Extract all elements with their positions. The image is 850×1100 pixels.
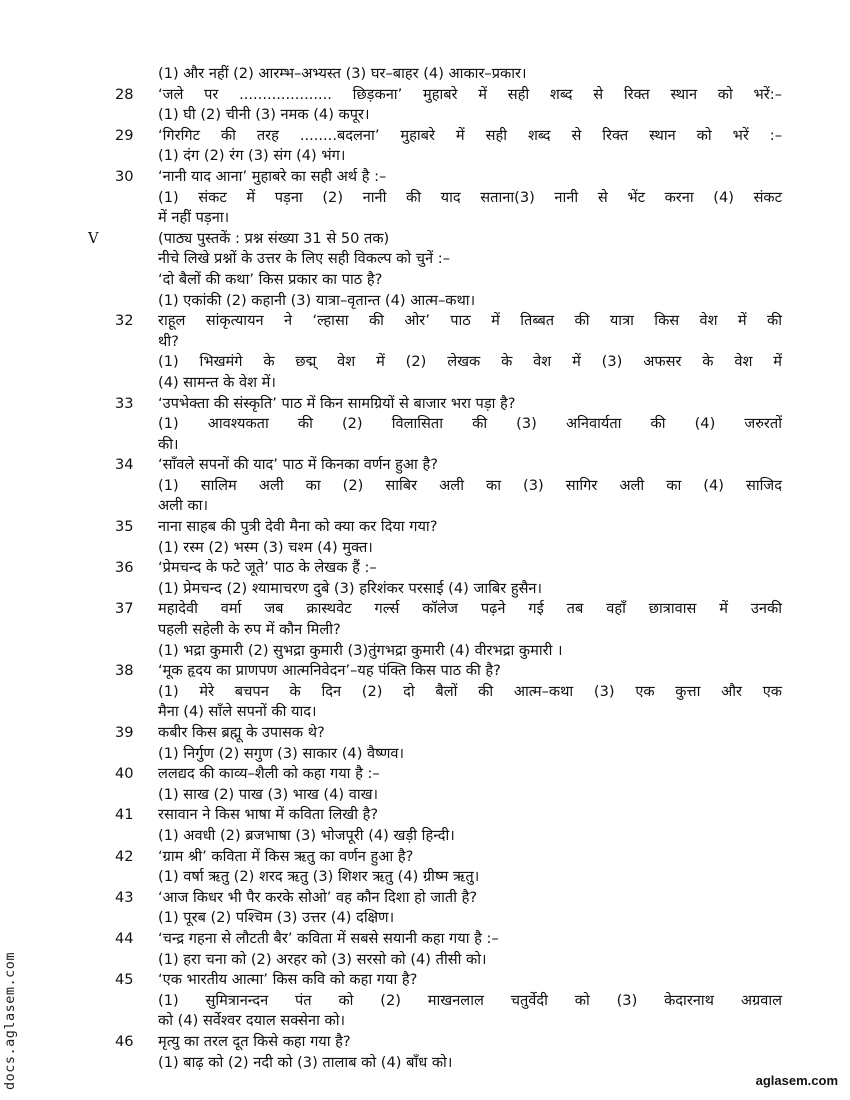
question-number: 38 — [115, 662, 134, 680]
line-text: ‘नानी याद आना’ मुहाबरे का सही अर्थ है :– — [158, 167, 387, 185]
question-number: 35 — [115, 518, 134, 536]
text-line — [0, 229, 850, 250]
text-line — [0, 579, 850, 600]
text-line — [0, 270, 850, 291]
question-number: 29 — [115, 126, 134, 144]
text-line — [0, 188, 850, 209]
text-line — [0, 476, 850, 497]
line-text: (1) रस्म (2) भस्म (3) चश्म (4) मुक्त। — [158, 538, 373, 556]
text-line — [0, 538, 850, 559]
line-text: मैना (4) साँले सपनों की याद। — [158, 703, 317, 721]
text-line — [0, 496, 850, 517]
text-line — [0, 847, 850, 868]
line-text: (1) एकांकी (2) कहानी (3) यात्रा–वृतान्त (4) आत्म–कथा। — [158, 291, 476, 309]
question-number: 39 — [115, 724, 134, 741]
text-line — [0, 455, 850, 476]
text-line — [0, 764, 850, 785]
line-text: (1) मेरे बचपन के दिन (2) दो बैलों की आत्म–कथा (3) एक कुत्ता और एक — [158, 682, 782, 700]
text-line — [0, 291, 850, 312]
line-text: (1) भद्रा कुमारी (2) सुभद्रा कुमारी (3)तुंगभद्रा कुमारी (4) वीरभद्रा कुमारी । — [158, 641, 563, 659]
question-number: 33 — [115, 394, 134, 412]
line-text: (1) अवधी (2) ब्रजभाषा (3) भोजपूरी (4) खड़ी हिन्दी। — [158, 826, 455, 844]
line-text: ‘एक भारतीय आत्मा’ किस कवि को कहा गया है? — [158, 971, 418, 989]
question-number: 46 — [115, 1032, 134, 1050]
line-text: (4) सामन्त के वेश में। — [158, 373, 276, 391]
question-number: 34 — [115, 456, 134, 474]
line-text: (1) सुमित्रानन्दन पंत को (2) माखनलाल चतुर्वेदी को (3) केदारनाथ अग्रवाल — [158, 991, 782, 1009]
text-line — [0, 888, 850, 909]
question-number: 36 — [115, 559, 134, 577]
text-line — [0, 1032, 850, 1053]
question-number: 41 — [115, 806, 134, 824]
text-line — [0, 723, 850, 744]
question-number: 45 — [115, 971, 134, 989]
line-text: (1) दंग (2) रंग (3) संग (4) भंग। — [158, 147, 346, 165]
text-line — [0, 1011, 850, 1032]
text-line — [0, 517, 850, 538]
text-line — [0, 146, 850, 167]
text-line — [0, 64, 850, 85]
watermark: docs.aglasem.com — [2, 951, 18, 1090]
question-number: 28 — [115, 85, 134, 103]
line-text: (1) हरा चना को (2) अरहर को (3) सरसो को (4) तीसी को। — [158, 950, 487, 968]
line-text: (1) साख (2) पाख (3) भाख (4) वाख। — [158, 785, 379, 803]
line-text: ‘उपभेक्ता की संस्कृति’ पाठ में किन सामग्रियों से बाजार भरा पड़ा है? — [158, 394, 516, 412]
text-line — [0, 249, 850, 270]
line-text: कबीर किस ब्रह्मू के उपासक थे? — [158, 724, 325, 741]
text-line — [0, 332, 850, 353]
text-line — [0, 970, 850, 991]
question-number: 40 — [115, 765, 134, 783]
line-text: ‘चन्द्र गहना से लौटती बैर’ कविता में सबसे सयानी कहा गया है :– — [158, 929, 499, 947]
line-text: (1) निर्गुण (2) सगुण (3) साकार (4) वैष्णव। — [158, 744, 405, 762]
text-line — [0, 744, 850, 765]
line-text: ‘प्रेमचन्द के फटे जूते’ पाठ के लेखक हैं :– — [158, 559, 377, 577]
line-text: ललद्यद की काव्य–शैली को कहा गया है :– — [158, 765, 380, 783]
line-text: रसावान ने किस भाषा में कविता लिखी है? — [158, 806, 379, 824]
line-text: राहूल सांकृत्यायन ने ‘ल्हासा की ओर’ पाठ में तिब्बत की यात्रा किस वेश में की — [158, 312, 782, 330]
line-text: मृत्यु का तरल दूत किसे कहा गया है? — [158, 1032, 351, 1050]
line-text: ‘दो बैलों की कथा’ किस प्रकार का पाठ है? — [158, 270, 383, 288]
line-text: (1) बाढ़ को (2) नदी को (3) तालाब को (4) बाँध को। — [158, 1053, 453, 1071]
line-text: (1) सालिम अली का (2) साबिर अली का (3) सागिर अली का (4) साजिद — [158, 476, 782, 494]
line-text: अली का। — [158, 497, 208, 515]
line-text: (1) भिखमंगे के छद्म्‌ वेश में (2) लेखक के वेश में (3) अफसर के वेश में — [158, 353, 782, 371]
text-line — [0, 929, 850, 950]
text-line — [0, 682, 850, 703]
line-text: पहली सहेली के रुप में कौन मिली? — [158, 621, 341, 639]
line-text: (1) प्रेमचन्द (2) श्यामाचरण दुबे (3) हरिशंकर परसाई (4) जाबिर हुसैन। — [158, 579, 543, 597]
question-number: 44 — [115, 929, 134, 947]
line-text: ‘साँवले सपनों की याद’ पाठ में किनका वर्णन हुआ है? — [158, 456, 438, 474]
text-line — [0, 311, 850, 332]
question-number: 32 — [115, 312, 134, 330]
line-text: नाना साहब की पुत्री देवी मैना को क्या कर दिया गया? — [158, 518, 438, 536]
line-text: (1) संकट में पड़ना (2) नानी की याद सताना(3) नानी से भेंट करना (4) संकट — [158, 188, 782, 206]
text-line — [0, 394, 850, 415]
line-text: ‘गिरगिट की तरह ........बदलना’ मुहाबरे में सही शब्द से रिक्त स्थान को भरें :– — [158, 126, 782, 144]
text-line — [0, 373, 850, 394]
text-line — [0, 805, 850, 826]
line-text: (1) और नहीं (2) आरम्भ–अभ्यस्त (3) घर–बाहर (4) आकार–प्रकार। — [158, 65, 527, 82]
line-text: (1) आवश्यकता की (2) विलासिता की (3) अनिवार्यता की (4) जरुरतों — [158, 415, 782, 433]
text-line — [0, 867, 850, 888]
text-line — [0, 702, 850, 723]
text-line — [0, 826, 850, 847]
question-number: 43 — [115, 888, 134, 906]
line-text: ‘आज किधर भी पैर करके सोओ’ वह कौन दिशा हो जाती है? — [158, 888, 478, 906]
text-line — [0, 126, 850, 147]
line-text: थी? — [158, 332, 179, 350]
text-line — [0, 991, 850, 1012]
text-line — [0, 352, 850, 373]
text-line — [0, 620, 850, 641]
text-line — [0, 661, 850, 682]
line-text: को (4) सर्वेश्वर दयाल सक्सेना को। — [158, 1012, 346, 1030]
line-text: महादेवी वर्मा जब क्रास्थवेट गर्ल्स कॉलेज पढ़ने गई तब वहाँ छात्रावास में उनकी — [158, 600, 782, 618]
text-line — [0, 435, 850, 456]
brand-logo-text: aglasem.com — [755, 1073, 838, 1088]
text-line — [0, 908, 850, 929]
question-number: 42 — [115, 847, 134, 865]
text-line — [0, 641, 850, 662]
text-line — [0, 85, 850, 106]
question-list — [0, 64, 850, 1073]
text-line — [0, 1053, 850, 1074]
text-line — [0, 208, 850, 229]
line-text: ‘जले पर .................... छिड़कना’ मुहाबरे में सही शब्द से रिक्त स्थान को भरें:– — [158, 85, 782, 103]
line-text: (पाठ्य पुस्तकें : प्रश्न संख्या 31 से 50 तक) — [158, 229, 390, 247]
text-line — [0, 785, 850, 806]
text-line — [0, 558, 850, 579]
text-line — [0, 105, 850, 126]
line-text: नीचे लिखे प्रश्नों के उत्तर के लिए सही विकल्प को चुनें :– — [158, 250, 451, 268]
line-text: ‘ग्राम श्री’ कविता में किस ऋतु का वर्णन हुआ है? — [158, 847, 414, 865]
section-number: V — [88, 229, 99, 247]
line-text: (1) वर्षा ऋतु (2) शरद ऋतु (3) शिशर ऋतु (4) ग्रीष्म ऋतु। — [158, 868, 480, 886]
line-text: की। — [158, 435, 179, 453]
question-number: 30 — [115, 167, 134, 185]
line-text: (1) पूरब (2) पश्चिम (3) उत्तर (4) दक्षिण। — [158, 909, 395, 927]
text-line — [0, 414, 850, 435]
text-line — [0, 167, 850, 188]
text-line — [0, 950, 850, 971]
question-number: 37 — [115, 600, 134, 618]
line-text: में नहीं पड़ना। — [158, 209, 230, 227]
line-text: (1) घी (2) चीनी (3) नमक (4) कपूर। — [158, 106, 370, 124]
text-line — [0, 599, 850, 620]
line-text: ‘मूक हृदय का प्राणपण आत्मनिवेदन’–यह पंक्ति किस पाठ की है? — [158, 662, 501, 680]
